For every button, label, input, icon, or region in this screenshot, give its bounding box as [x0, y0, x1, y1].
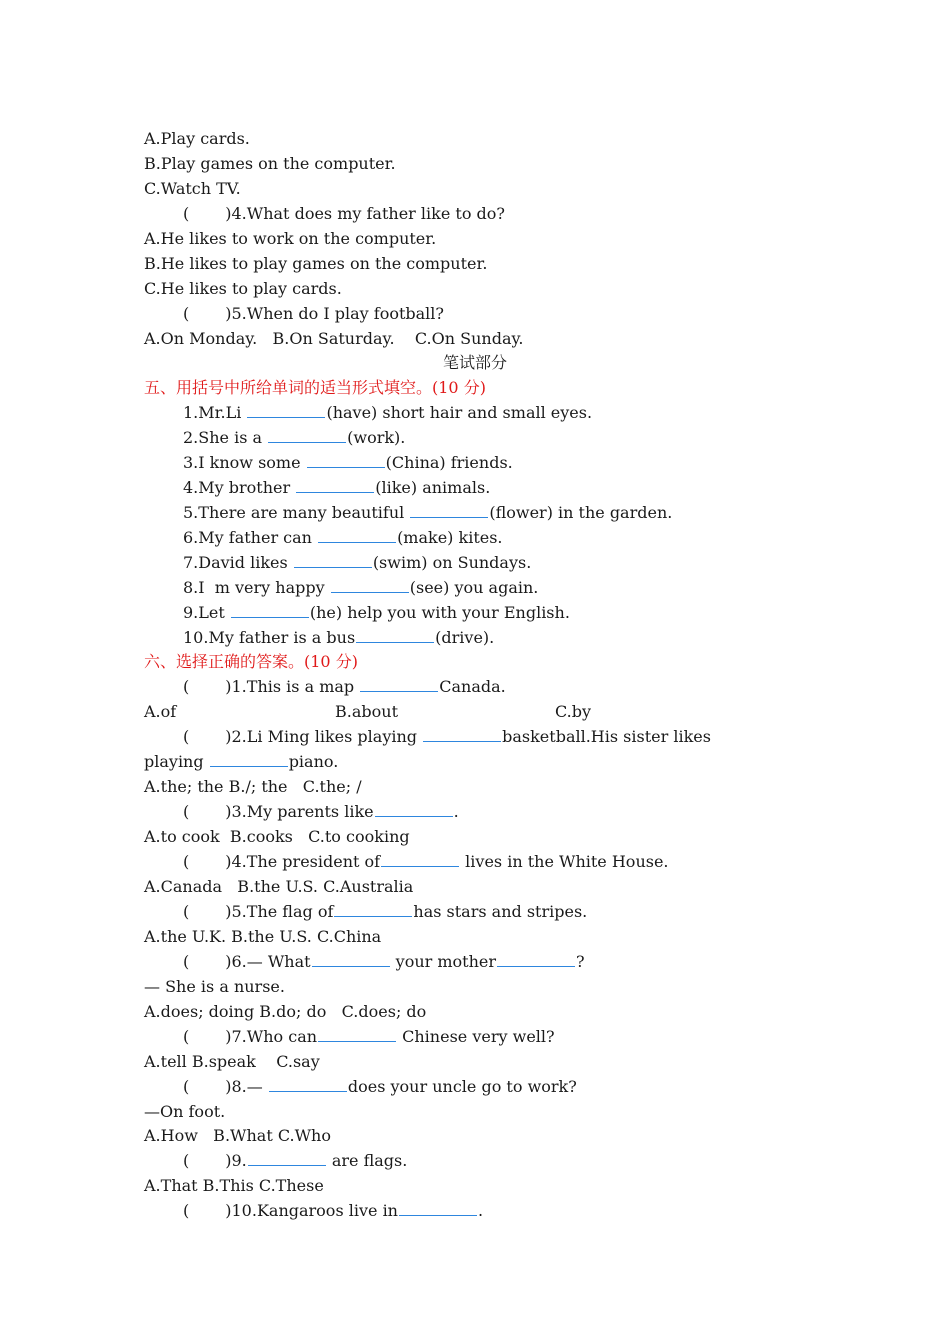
choice-question-cont: playing piano.: [144, 752, 339, 771]
option-line: B.He likes to play games on the computer.: [144, 254, 488, 273]
fill-in-item: 9.Let (he) help you with your English.: [183, 603, 570, 622]
section-heading: 六、选择正确的答案。(10 分): [144, 652, 358, 671]
answer-blank[interactable]: [268, 441, 346, 443]
fill-in-item: 3.I know some (China) friends.: [183, 453, 513, 472]
question-line: ( )4.What does my father like to do?: [183, 204, 505, 223]
choice-question: ( )2.Li Ming likes playing basketball.His sister likes: [183, 727, 711, 746]
dialogue-line: — She is a nurse.: [144, 977, 285, 996]
answer-blank[interactable]: [399, 1214, 477, 1216]
answer-blank[interactable]: [312, 965, 390, 967]
answer-blank[interactable]: [296, 491, 374, 493]
choice-question: ( )5.The flag of has stars and stripes.: [183, 902, 588, 921]
answer-blank[interactable]: [423, 740, 501, 742]
option-line: A.to cook B.cooks C.to cooking: [144, 827, 410, 846]
answer-blank[interactable]: [375, 815, 453, 817]
choice-question: ( )9. are flags.: [183, 1151, 408, 1170]
fill-in-item: 7.David likes (swim) on Sundays.: [183, 553, 532, 572]
fill-in-item: 10.My father is a bus (drive).: [183, 628, 495, 647]
question-line: ( )5.When do I play football?: [183, 304, 444, 323]
answer-blank[interactable]: [356, 641, 434, 643]
fill-in-item: 8.I m very happy (see) you again.: [183, 578, 539, 597]
choice-question: ( )6.— What your mother ?: [183, 952, 585, 971]
option-line: A.tell B.speak C.say: [144, 1052, 320, 1071]
option-line: A.Canada B.the U.S. C.Australia: [144, 877, 414, 896]
answer-blank[interactable]: [294, 566, 372, 568]
option-line: C.He likes to play cards.: [144, 279, 342, 298]
answer-blank[interactable]: [497, 965, 575, 967]
option-line: A.On Monday. B.On Saturday. C.On Sunday.: [144, 329, 524, 348]
choice-question: ( )10.Kangaroos live in .: [183, 1201, 484, 1220]
section-heading: 五、用括号中所给单词的适当形式填空。(10 分): [144, 378, 486, 397]
fill-in-item: 1.Mr.Li (have) short hair and small eyes.: [183, 403, 593, 422]
option-line: A.He likes to work on the computer.: [144, 229, 437, 248]
option-line: A.does; doing B.do; do C.does; do: [144, 1002, 427, 1021]
answer-blank[interactable]: [248, 1164, 326, 1166]
option-line: A.That B.This C.These: [144, 1176, 324, 1195]
option-line: A.Play cards.: [144, 129, 250, 148]
answer-blank[interactable]: [318, 1040, 396, 1042]
answer-blank[interactable]: [210, 765, 288, 767]
fill-in-item: 4.My brother (like) animals.: [183, 478, 491, 497]
answer-blank[interactable]: [231, 616, 309, 618]
option-line: B.about: [335, 702, 398, 721]
choice-question: ( )7.Who can Chinese very well?: [183, 1027, 555, 1046]
choice-question: ( )8.— does your uncle go to work?: [183, 1077, 577, 1096]
answer-blank[interactable]: [247, 416, 325, 418]
choice-question: ( )4.The president of lives in the White House.: [183, 852, 669, 871]
fill-in-item: 5.There are many beautiful (flower) in the garden.: [183, 503, 673, 522]
option-line: A.the U.K. B.the U.S. C.China: [144, 927, 382, 946]
dialogue-line: —On foot.: [144, 1102, 226, 1121]
answer-blank[interactable]: [331, 591, 409, 593]
answer-blank[interactable]: [360, 690, 438, 692]
answer-blank[interactable]: [381, 865, 459, 867]
option-line: A.the; the B./; the C.the; /: [144, 777, 362, 796]
option-line: A.How B.What C.Who: [144, 1126, 331, 1145]
choice-question: ( )3.My parents like .: [183, 802, 459, 821]
option-line: C.by: [555, 702, 592, 721]
option-line: B.Play games on the computer.: [144, 154, 396, 173]
answer-blank[interactable]: [318, 541, 396, 543]
choice-question: ( )1.This is a map Canada.: [183, 677, 506, 696]
answer-blank[interactable]: [269, 1090, 347, 1092]
option-line: A.of: [144, 702, 177, 721]
answer-blank[interactable]: [334, 915, 412, 917]
fill-in-item: 2.She is a (work).: [183, 428, 406, 447]
option-line: C.Watch TV.: [144, 179, 241, 198]
section-title: 笔试部分: [442, 353, 507, 372]
answer-blank[interactable]: [410, 516, 488, 518]
fill-in-item: 6.My father can (make) kites.: [183, 528, 503, 547]
answer-blank[interactable]: [307, 466, 385, 468]
